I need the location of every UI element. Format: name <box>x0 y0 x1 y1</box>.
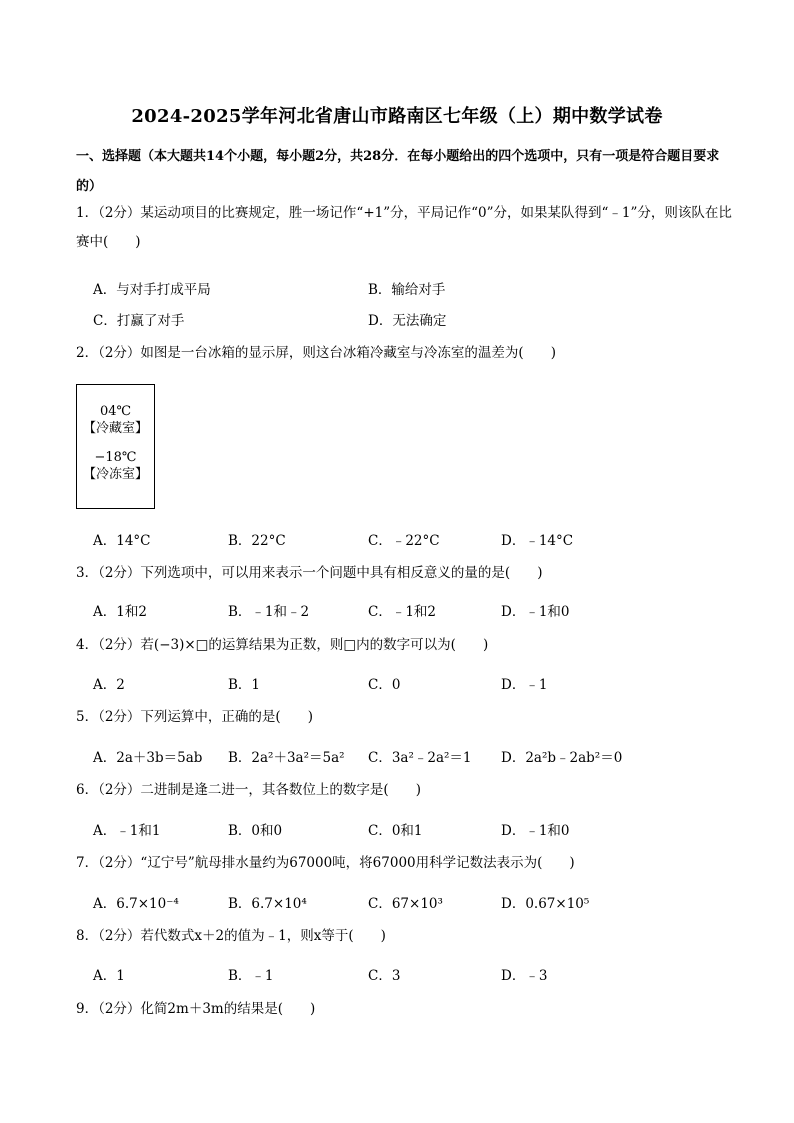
question-5-option-b: B．2a²＋3a²＝5a² <box>228 750 345 766</box>
fridge-display-figure <box>76 384 155 509</box>
question-1-option-a: A．与对手打成平局 <box>93 282 211 298</box>
question-8-option-c: C．3 <box>368 968 401 984</box>
question-5-options <box>93 746 733 768</box>
question-1-stem: 1．（2分）某运动项目的比赛规定，胜一场记作“+1”分，平局记作“0”分，如果某队得到“﹣1”分，则该队在比赛中( ) <box>76 205 732 250</box>
question-7-option-c: C．67×10³ <box>368 896 443 912</box>
question-1-option-b: B．输给对手 <box>368 282 446 298</box>
question-7-option-d: D．0.67×10⁵ <box>501 896 590 912</box>
fridge-fridge-label: 【冷藏室】 <box>82 421 148 436</box>
question-7-option-a: A．6.7×10⁻⁴ <box>93 896 179 912</box>
question-8-option-a: A．1 <box>93 968 125 984</box>
question-4-options <box>93 673 733 695</box>
question-5-option-c: C．3a²﹣2a²＝1 <box>368 750 472 766</box>
question-2-stem: 2．（2分）如图是一台冰箱的显示屏，则这台冰箱冷藏室与冷冻室的温差为( ) <box>76 345 556 361</box>
question-5-stem: 5．（2分）下列运算中，正确的是( ) <box>76 709 313 725</box>
question-4-option-d: D．﹣1 <box>501 677 548 693</box>
fridge-freezer-temp: −18℃ <box>94 450 137 465</box>
question-5-option-d: D．2a²b﹣2ab²＝0 <box>501 750 623 766</box>
fridge-freezer-label: 【冷冻室】 <box>82 467 148 482</box>
question-4-option-b: B．1 <box>228 677 261 693</box>
question-3-stem: 3．（2分）下列选项中，可以用来表示一个问题中具有相反意义的量的是( ) <box>76 565 543 581</box>
question-2-option-a: A．14°C <box>93 533 151 549</box>
question-6-option-c: C．0和1 <box>368 823 423 839</box>
question-6-option-d: D．﹣1和0 <box>501 823 570 839</box>
question-3-option-b: B．﹣1和﹣2 <box>228 604 310 620</box>
question-8-option-b: B．﹣1 <box>228 968 274 984</box>
question-1-options-row2 <box>93 309 733 331</box>
question-8-stem: 8．（2分）若代数式x＋2的值为﹣1，则x等于( ) <box>76 928 386 944</box>
section-heading: 一、选择题（本大题共14个小题，每小题2分，共28分．在每小题给出的四个选项中，只有一项是符合题目要求的） <box>76 149 720 194</box>
question-6-option-a: A．﹣1和1 <box>93 823 161 839</box>
question-3-option-d: D．﹣1和0 <box>501 604 570 620</box>
question-8-options <box>93 964 733 986</box>
question-3-option-a: A．1和2 <box>93 604 147 620</box>
question-2-option-b: B．22°C <box>228 533 286 549</box>
question-4-option-c: C．0 <box>368 677 401 693</box>
question-1-option-d: D．无法确定 <box>368 313 447 329</box>
question-7-options <box>93 892 733 914</box>
question-7-option-b: B．6.7×10⁴ <box>228 896 307 912</box>
question-9-stem: 9．（2分）化简2m＋3m的结果是( ) <box>76 1001 316 1017</box>
fridge-fridge-temp: 04℃ <box>99 404 132 419</box>
question-6-stem: 6．（2分）二进制是逢二进一，其各数位上的数字是( ) <box>76 782 421 798</box>
question-1-options-row1 <box>93 278 733 300</box>
question-5-option-a: A．2a＋3b＝5ab <box>93 750 203 766</box>
question-4-stem: 4．（2分）若(−3)×□的运算结果为正数，则□内的数字可以为( ) <box>76 637 489 653</box>
question-6-options <box>93 819 733 841</box>
question-1-option-c: C．打赢了对手 <box>93 313 185 329</box>
question-6-option-b: B．0和0 <box>228 823 283 839</box>
question-2-options <box>93 529 733 551</box>
question-3-option-c: C．﹣1和2 <box>368 604 437 620</box>
page-title: 2024-2025学年河北省唐山市路南区七年级（上）期中数学试卷 <box>131 106 663 127</box>
question-4-option-a: A．2 <box>93 677 125 693</box>
question-7-stem: 7．（2分）“辽宁号”航母排水量约为67000吨，将67000用科学记数法表示为( ) <box>76 855 575 871</box>
question-3-options <box>93 600 733 622</box>
question-8-option-d: D．﹣3 <box>501 968 548 984</box>
question-2-option-d: D．﹣14°C <box>501 533 574 549</box>
question-2-option-c: C．﹣22°C <box>368 533 440 549</box>
